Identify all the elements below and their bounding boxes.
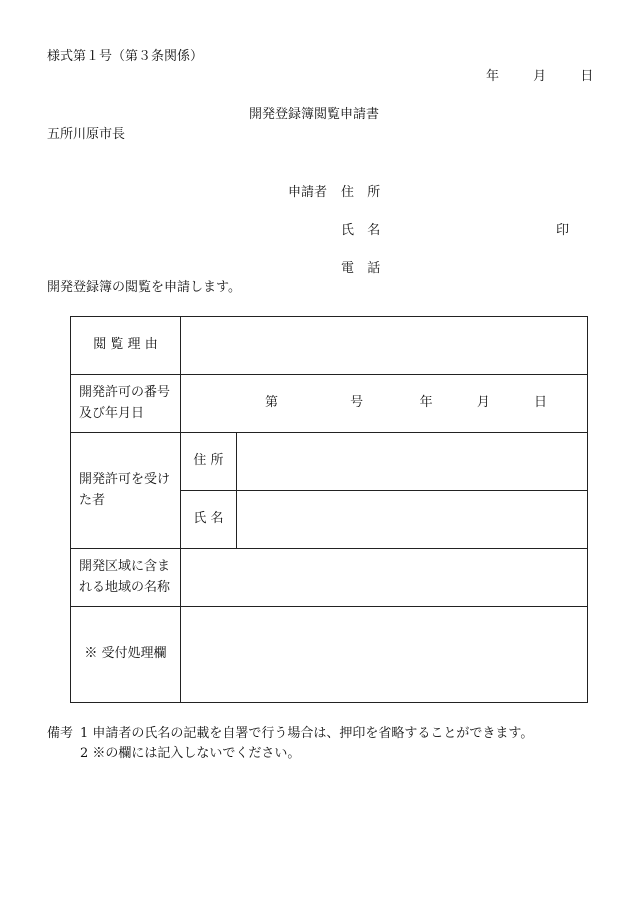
note-item-1: 1 申請者の氏名の記載を自署で行う場合は、押印を省略することができます。 [80, 726, 534, 741]
table-row [71, 549, 588, 607]
application-table [70, 316, 588, 703]
reception-field [181, 607, 588, 703]
table-row [71, 317, 588, 375]
applicant-label: 申請者 [288, 185, 328, 200]
notes-heading: 備考 [47, 726, 74, 741]
permit-month-label: 月 [476, 395, 490, 411]
note-item-2: 2 ※の欄には記入しないでください。 [80, 746, 301, 761]
table-row [71, 375, 588, 433]
permit-year-label: 年 [419, 395, 433, 411]
recipient-address-field[interactable] [237, 433, 588, 491]
recipient-label: 開発許可を受けた者 [71, 433, 181, 549]
area-label: 開発区域に含まれる地域の名称 [71, 549, 181, 607]
table-row [71, 433, 588, 491]
applicant-phone-label: 電 話 [341, 261, 385, 276]
document-title: 開発登録簿閲覧申請書 [249, 107, 380, 122]
addressee: 五所川原市長 [47, 127, 126, 142]
applicant-address-label: 住 所 [341, 185, 385, 200]
recipient-address-label: 住 所 [181, 433, 237, 491]
date-day-label: 日 [580, 69, 594, 84]
reason-field[interactable] [181, 317, 588, 375]
seal-mark: 印 [556, 223, 570, 238]
permit-label: 開発許可の番号及び年月日 [71, 375, 181, 433]
permit-go-label: 号 [350, 395, 364, 411]
form-number: 様式第１号（第３条関係） [47, 49, 204, 64]
table-row [71, 607, 588, 703]
applicant-name-label: 氏 名 [341, 223, 385, 238]
permit-day-label: 日 [533, 395, 547, 411]
reception-label: ※ 受付処理欄 [71, 607, 181, 703]
permit-dai-label: 第 [265, 395, 279, 411]
date-year-label: 年 [486, 69, 500, 84]
date-line [486, 70, 593, 83]
permit-field[interactable] [181, 375, 588, 433]
recipient-name-field[interactable] [237, 491, 588, 549]
date-month-label: 月 [533, 69, 547, 84]
recipient-name-label: 氏 名 [181, 491, 237, 549]
area-field[interactable] [181, 549, 588, 607]
reason-label: 閲 覧 理 由 [71, 317, 181, 375]
request-text: 開発登録簿の閲覧を申請します。 [47, 280, 241, 295]
